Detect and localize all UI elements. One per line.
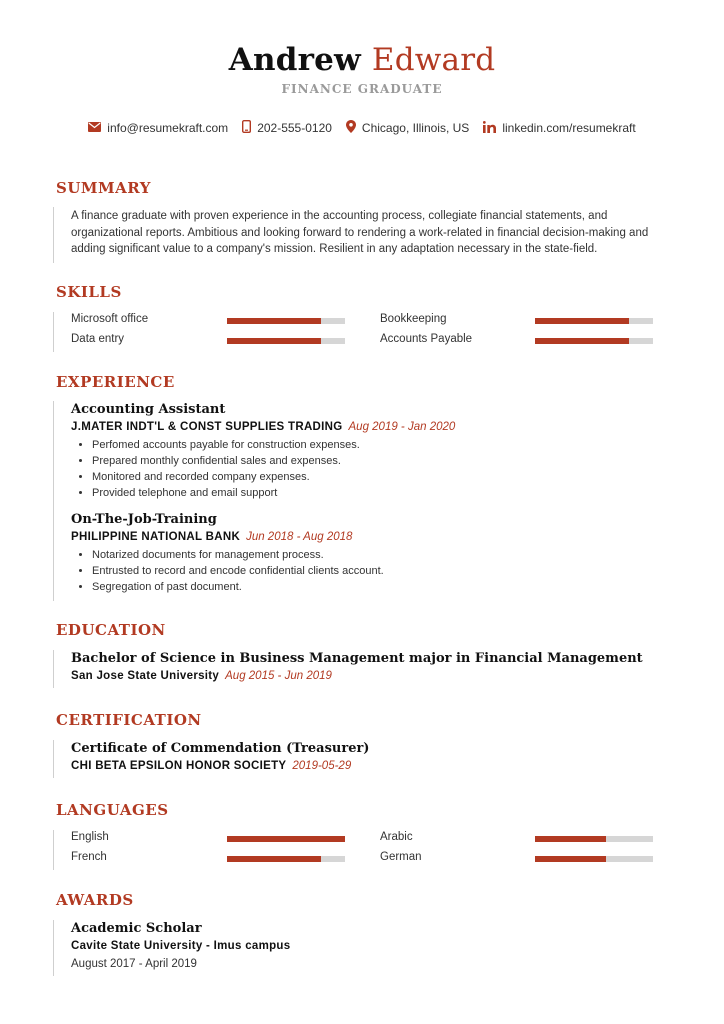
list-item: • Monitored and recorded company expenses. [92,469,360,485]
language-bar [227,836,345,842]
email-text: info@resumekraft.com [107,121,229,135]
job-company: PHILIPPINE NATIONAL BANK [71,531,241,543]
skill-bar [535,338,653,344]
skill-label: Bookkeeping [380,313,447,325]
skill-bar-fill [227,318,321,324]
education-school: San Jose State University [71,670,220,682]
skill-bar-fill [535,318,629,324]
education-rule [53,650,54,688]
language-bar-fill [535,856,606,862]
skill-label: Accounts Payable [380,333,473,345]
award-org: Cavite State University - Imus campus [71,940,291,952]
skill-bar-fill [535,338,629,344]
skill-bar [227,338,345,344]
linkedin-text: linkedin.com/resumekraft [502,121,636,135]
skill-bar [535,318,653,324]
job-company: J.MATER INDT'L & CONST SUPPLIES TRADING [71,421,343,433]
certification-org: CHI BETA EPSILON HONOR SOCIETY [71,760,287,772]
summary-text: A finance graduate with proven experience in the accounting process, collegiate financial statements, and organizational reports. Ambitious and looking forward to rendering a work-related in financial decision-making and adding significant value to a company's mission. Resilient in any adaptation necessary in the state-field. [71,210,649,255]
job-bullets [71,547,384,595]
contact-bar [0,120,724,136]
skill-label: Data entry [71,333,125,345]
skill-bar-fill [227,338,321,344]
list-item: • Entrusted to record and encode confidential clients account. [92,563,384,579]
awards-heading: AWARDS [56,891,134,909]
contact-location [346,120,469,136]
language-label: German [380,851,422,863]
skills-heading: SKILLS [56,283,122,301]
contact-phone[interactable] [242,120,332,136]
experience-heading: EXPERIENCE [56,373,175,391]
skills-rule [53,312,54,352]
language-bar-fill [535,836,606,842]
skill-bar [227,318,345,324]
language-bar-fill [227,856,321,862]
certification-name: Certificate of Commendation (Treasurer) [71,741,370,756]
summary-rule [53,207,54,263]
language-bar-fill [227,836,345,842]
award-dates: August 2017 - April 2019 [71,958,197,970]
candidate-name [0,40,724,80]
list-item: • Provided telephone and email support [92,485,360,501]
location-text: Chicago, Illinois, US [361,121,470,135]
language-label: English [71,831,109,843]
skill-label: Microsoft office [71,313,149,325]
list-item: • Prepared monthly confidential sales and expenses. [92,453,360,469]
language-bar [535,836,653,842]
languages-heading: LANGUAGES [56,801,169,819]
language-bar [227,856,345,862]
language-bar [535,856,653,862]
award-name: Academic Scholar [71,921,202,936]
language-label: Arabic [380,831,413,843]
education-heading: EDUCATION [56,621,166,639]
job-company-line [71,421,455,433]
map-pin-icon [346,120,356,136]
contact-linkedin[interactable] [483,120,635,136]
education-school-line [71,670,332,682]
job-bullets [71,437,360,501]
job-company-line [71,531,352,543]
certification-date: 2019-05-29 [292,760,352,772]
job-dates: Jun 2018 - Aug 2018 [246,531,353,543]
education-degree: Bachelor of Science in Business Management major in Financial Management [71,651,643,666]
phone-icon [242,120,251,136]
certification-org-line [71,760,351,772]
awards-rule [53,920,54,976]
list-item: • Notarized documents for management process. [92,547,384,563]
job-subtitle: FINANCE GRADUATE [281,82,443,96]
job-dates: Aug 2019 - Jan 2020 [348,421,456,433]
certification-rule [53,740,54,778]
experience-rule [53,401,54,601]
list-item: • Segregation of past document. [92,579,384,595]
phone-text: 202-555-0120 [257,121,332,135]
summary-heading: SUMMARY [56,179,151,197]
certification-heading: CERTIFICATION [56,711,202,729]
last-name: Edward [371,42,496,78]
envelope-icon [88,121,101,135]
job-role: Accounting Assistant [71,402,226,417]
list-item: • Perfomed accounts payable for construction expenses. [92,437,360,453]
language-label: French [71,851,107,863]
first-name: Andrew [228,42,361,78]
job-role: On-The-Job-Training [71,512,217,527]
linkedin-icon [483,121,496,136]
contact-email[interactable] [88,120,228,136]
education-dates: Aug 2015 - Jun 2019 [225,670,332,682]
languages-rule [53,830,54,870]
